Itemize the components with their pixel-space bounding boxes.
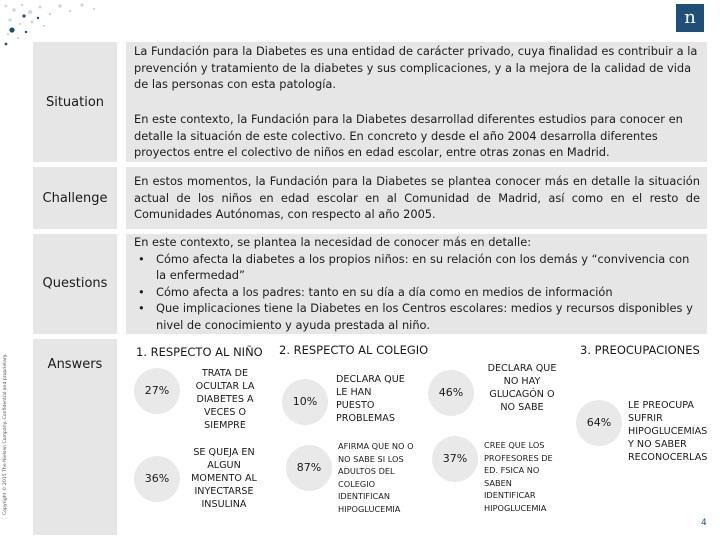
challenge-text-box xyxy=(126,167,707,229)
brand-logo: n xyxy=(676,4,704,32)
percent-circle: 64% xyxy=(576,400,622,446)
percent-circle: 27% xyxy=(134,368,180,414)
answer-text: DECLARA QUE NO HAY GLUCAGÓN O NO SABE xyxy=(487,363,557,413)
answer-text: LE PREOCUPA SUFRIR HIPOGLUCEMIAS Y NO SABER RECONOCERLAS xyxy=(628,400,708,463)
answers-col1-header: 1. RESPECTO AL NIÑO xyxy=(136,345,263,359)
answers-col2-header: 2. RESPECTO AL COLEGIO xyxy=(279,343,429,357)
answers-label: Answers xyxy=(47,357,103,372)
answer-text: CREE QUE LOS PROFESORES DE ED. FSICA NO SABEN IDENTIFICAR HIPOGLUCEMIA xyxy=(484,440,553,513)
percent-circle: 87% xyxy=(286,445,332,491)
answer-text: SE QUEJA EN ALGUN MOMENTO AL INYECTARSE INSULINA xyxy=(191,447,257,510)
percent-circle: 46% xyxy=(428,370,474,416)
answer-text: AFIRMA QUE NO O NO SABE SI LOS ADULTOS DEL COLEGIO IDENTIFICAN HIPOGLUCEMIA xyxy=(338,441,414,514)
percent-circle: 36% xyxy=(134,456,180,502)
challenge-text: En estos momentos, la Fundación para la Diabetes se plantea conocer más en detalle la situación actual de los niños en edad escolar en al Comunidad de Madrid, así como en el resto de Comunidades Autónomas, con respecto al año 2005. xyxy=(134,174,700,221)
questions-bullet-list xyxy=(134,251,700,334)
questions-intro: En este contexto, se plantea la necesidad de conocer más en detalle: xyxy=(134,235,532,249)
situation-paragraph-2: En este contexto, la Fundación para la Diabetes desarrollad diferentes estudios para conocer en detalle la situación de este colectivo. En concreto y desde el año 2004 desarrolla diferentes proyectos entre el colectivo de niños en edad escolar, entre otras zonas en Madrid. xyxy=(134,112,683,159)
page-number: 4 xyxy=(701,518,707,528)
decorative-dot-pattern xyxy=(0,0,120,48)
questions-label: Questions xyxy=(42,276,108,291)
questions-bullet-item: • Que implicaciones tiene la Diabetes en los Centros escolares: medios y recursos disponibles y nivel de conocimiento y ayuda prestada al niño. xyxy=(134,300,700,333)
questions-bullet-item: • Cómo afecta a los padres: tanto en su día a día como en medios de información xyxy=(134,284,700,301)
answers-col3-header: 3. PREOCUPACIONES xyxy=(580,343,700,357)
challenge-label: Challenge xyxy=(42,191,108,206)
situation-label: Situation xyxy=(45,95,105,110)
situation-paragraph-1: La Fundación para la Diabetes es una entidad de carácter privado, cuya finalidad es contribuir a la prevención y tratamiento de la diabetes y sus complicaciones, y a la mejora de la calidad de vida de las personas con esta patología. xyxy=(134,44,698,91)
copyright-notice: Copyright © 2015 The Nielsen Company. Confidential and proprietary. xyxy=(3,353,8,515)
questions-bullet-item: • Cómo afecta la diabetes a los propios niños: en su relación con los demás y “convivencia con la enfermedad” xyxy=(134,251,700,284)
situation-text-box xyxy=(126,42,707,162)
answer-text: TRATA DE OCULTAR LA DIABETES A VECES O SIEMPRE xyxy=(195,368,255,431)
answer-text: DECLARA QUE LE HAN PUESTO PROBLEMAS xyxy=(336,374,405,424)
percent-circle: 10% xyxy=(282,379,328,425)
questions-text-box xyxy=(126,234,707,334)
percent-circle: 37% xyxy=(432,436,478,482)
